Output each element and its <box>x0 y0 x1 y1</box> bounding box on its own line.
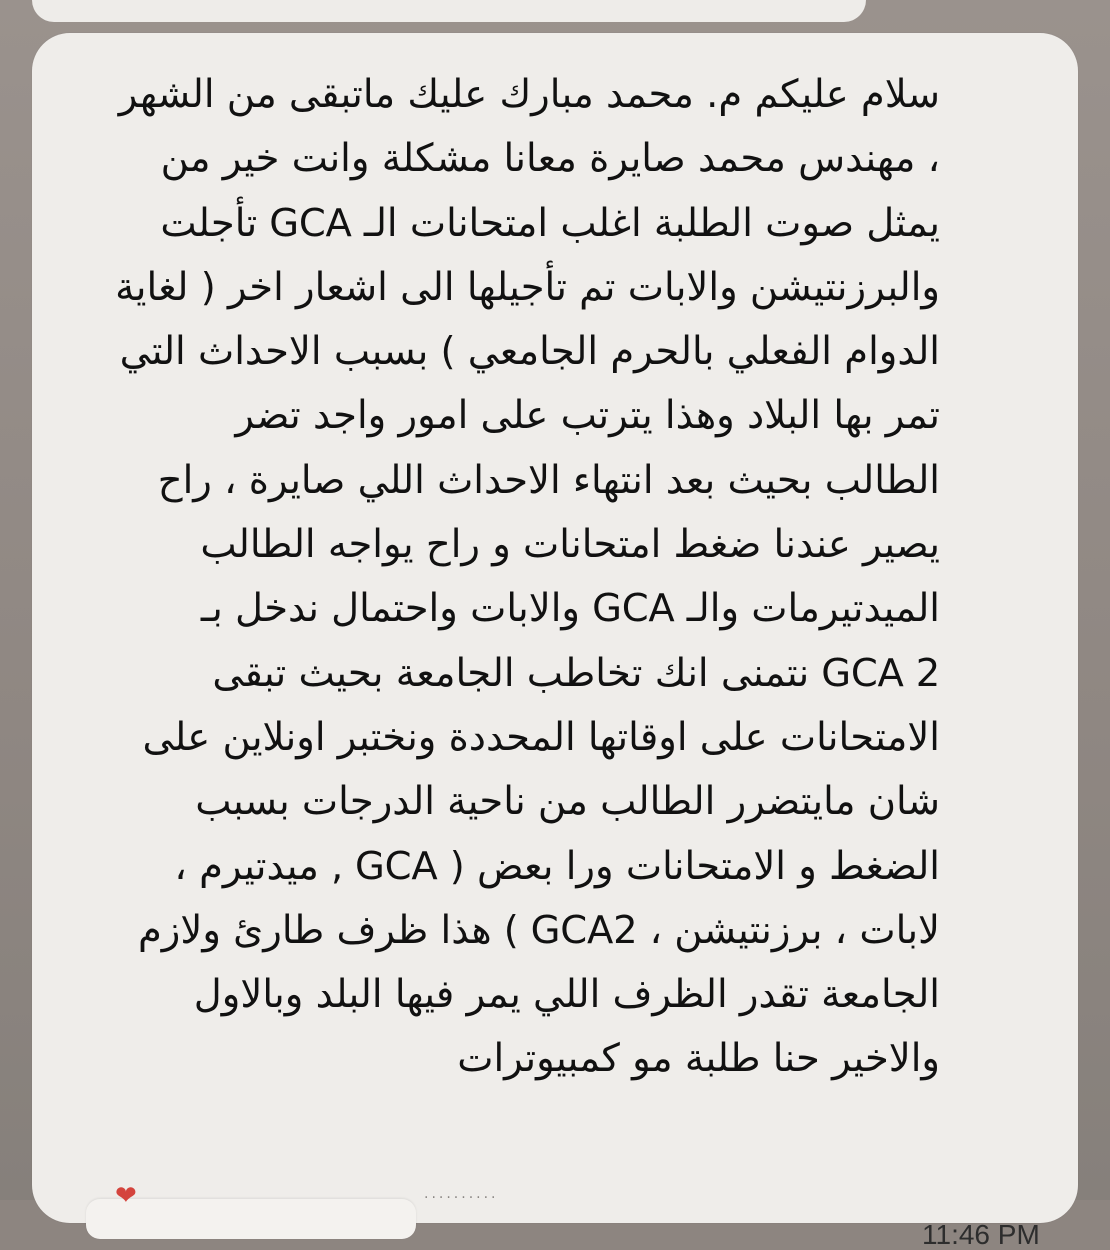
message-footer <box>82 1161 1040 1250</box>
message-line: GCA 2 نتمنى انك تخاطب الجامعة بحيث تبقى <box>212 650 940 696</box>
message-line: يصير عندنا ضغط امتحانات و راح يواجه الطالب <box>200 522 940 568</box>
message-line: لابات ، برزنتيشن ، GCA2 ) هذا ظرف طارئ ولازم <box>137 907 940 953</box>
message-line: والبرزنتيشن والابات تم تأجيلها الى اشعار اخر ( لغاية <box>115 264 940 310</box>
message-line: الامتحانات على اوقاتها المحددة ونختبر اونلاين على <box>142 714 940 760</box>
heart-icon[interactable]: ❤ <box>115 1181 137 1211</box>
message-line: الضغط و الامتحانات ورا بعض ( GCA , ميدتيرم ، <box>174 843 940 889</box>
previous-message-bubble[interactable] <box>32 0 866 22</box>
message-bubble[interactable] <box>32 33 1078 1250</box>
message-line: الدوام الفعلي بالحرم الجامعي ) بسبب الاحداث التي <box>119 329 940 375</box>
sender-name-blurred: ·········· <box>424 1190 499 1206</box>
message-line: الميدتيرمات والـ GCA والابات واحتمال ندخل بـ <box>200 586 940 632</box>
message-line: شان مايتضرر الطالب من ناحية الدرجات بسبب <box>195 779 940 825</box>
message-line: الجامعة تقدر الظرف اللي يمر فيها البلد وبالاول <box>193 972 940 1018</box>
message-line: الطالب بحيث بعد انتهاء الاحداث اللي صايرة ، راح <box>157 457 940 503</box>
message-line: تمر بها البلاد وهذا يترتب على امور واجد تضر <box>235 393 940 439</box>
message-line: سلام عليكم م. محمد مبارك عليك ماتبقى من الشهر <box>118 72 940 117</box>
message-timestamp: 11:46 PM <box>922 1219 1040 1250</box>
message-line: ، مهندس محمد صايرة معانا مشكلة وانت خير من <box>160 136 940 182</box>
message-line: يمثل صوت الطلبة اغلب امتحانات الـ GCA تأجلت <box>160 200 940 246</box>
message-line: والاخير حنا طلبة مو كمبيوترات <box>457 1036 940 1082</box>
message-text <box>40 63 940 1092</box>
